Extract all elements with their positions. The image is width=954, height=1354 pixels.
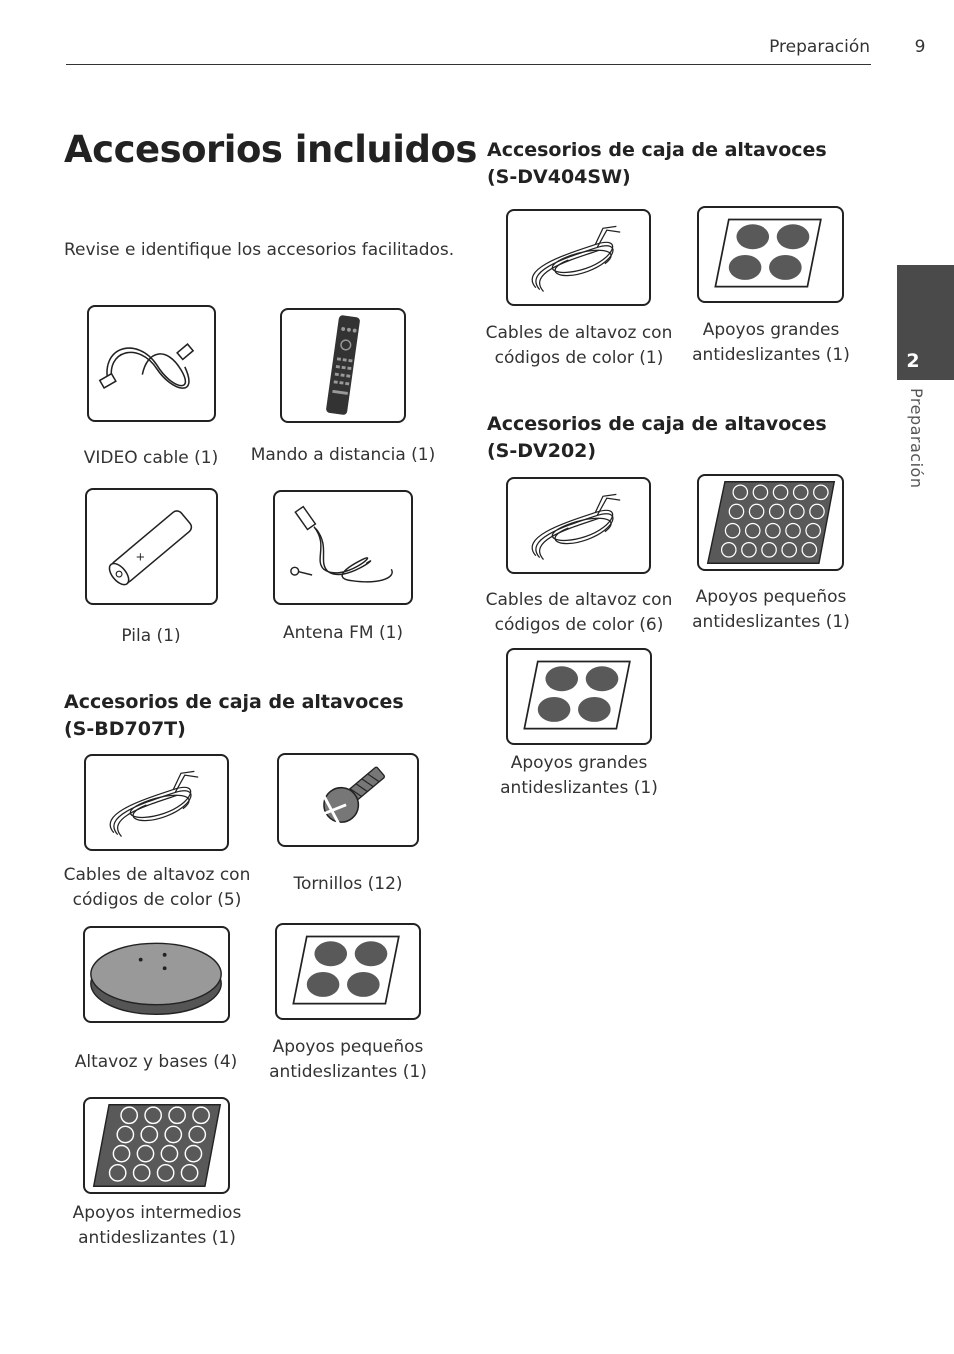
caption-line: antideslizantes (1)	[78, 1228, 236, 1248]
page-title: Accesorios incluidos	[64, 128, 477, 171]
caption-line: códigos de color (1)	[494, 348, 664, 368]
caption-line: Apoyos pequeños	[695, 587, 847, 607]
fm-antenna-image	[273, 490, 413, 605]
section-title-model: (S-DV202)	[487, 440, 597, 462]
caption-line: antideslizantes (1)	[692, 345, 850, 365]
battery-icon	[87, 490, 216, 603]
caption-line: antideslizantes (1)	[692, 612, 850, 632]
caption-line: Apoyos grandes	[510, 753, 648, 773]
video-cable-image	[87, 305, 216, 422]
chapter-label: Preparación	[907, 388, 926, 489]
section-title-model: (S-DV404SW)	[487, 166, 631, 188]
section-title-line: Accesorios de caja de altavoces	[487, 139, 827, 161]
caption-large-pads-dv202	[493, 751, 665, 801]
screw-image	[277, 753, 419, 847]
small-pads-image-bd707t	[275, 923, 421, 1020]
caption-speaker-cable-dv202	[484, 588, 674, 638]
caption-speaker-bases	[70, 1050, 242, 1075]
svg-text:+: +	[135, 549, 146, 564]
section-title-dv404sw	[487, 137, 827, 191]
caption-line: Cables de altavoz con	[63, 865, 251, 885]
running-head: Preparación	[769, 37, 870, 57]
speaker-cable-image-dv404sw	[506, 209, 651, 306]
video-cable-icon	[89, 307, 214, 420]
section-title-dv202	[487, 411, 827, 465]
large-pads-image-dv202	[506, 648, 652, 745]
speaker-base-image	[83, 926, 230, 1023]
caption-line: antideslizantes (1)	[500, 778, 658, 798]
caption-line: antideslizantes (1)	[269, 1062, 427, 1082]
caption-screws	[278, 872, 418, 897]
speaker-cable-image	[84, 754, 229, 851]
caption-line: Apoyos intermedios	[72, 1203, 242, 1223]
medium-pads-image	[83, 1097, 230, 1194]
intro-text: Revise e identifique los accesorios facilitados.	[64, 240, 455, 260]
caption-battery: Pila (1)	[121, 626, 181, 646]
section-title-line: Accesorios de caja de altavoces	[64, 691, 404, 713]
caption-line: Tornillos (12)	[293, 874, 403, 894]
speaker-cable-icon	[508, 211, 649, 304]
caption-line: Apoyos grandes	[702, 320, 840, 340]
caption-line: códigos de color (6)	[494, 615, 664, 635]
caption-line: Cables de altavoz con	[485, 323, 673, 343]
large-pads-icon	[508, 650, 650, 743]
fm-antenna-icon	[275, 492, 411, 603]
caption-fm-antenna: Antena FM (1)	[282, 623, 404, 643]
remote-control-image	[280, 308, 406, 423]
speaker-base-icon	[85, 928, 228, 1021]
caption-line: Apoyos pequeños	[272, 1037, 424, 1057]
caption-speaker-cable-bd707t	[62, 863, 252, 913]
caption-video-cable: VIDEO cable (1)	[83, 448, 219, 468]
battery-image	[85, 488, 218, 605]
caption-line: Cables de altavoz con	[485, 590, 673, 610]
speaker-cable-icon	[508, 479, 649, 572]
large-pads-icon	[277, 925, 419, 1018]
caption-speaker-cable-dv404sw	[484, 321, 674, 371]
large-pads-icon	[699, 208, 842, 301]
chapter-number: 2	[906, 350, 920, 372]
caption-large-pads-dv404sw	[685, 318, 857, 368]
page-number: 9	[914, 37, 926, 57]
section-title-model: (S-BD707T)	[64, 718, 186, 740]
screw-icon	[279, 755, 417, 845]
large-pads-image-dv404sw	[697, 206, 844, 303]
speaker-cable-icon	[86, 756, 227, 849]
caption-line: Altavoz y bases (4)	[74, 1052, 238, 1072]
section-title-bd707t	[64, 689, 404, 743]
small-pads-image-dv202	[697, 474, 844, 571]
caption-remote-control: Mando a distancia (1)	[250, 445, 436, 465]
caption-small-pads-bd707t	[262, 1035, 434, 1085]
header-rule	[66, 64, 871, 65]
speaker-cable-image-dv202	[506, 477, 651, 574]
remote-control-icon	[282, 310, 404, 421]
caption-small-pads-dv202	[685, 585, 857, 635]
caption-medium-pads	[64, 1201, 250, 1251]
small-pads-icon	[699, 476, 842, 569]
medium-pads-icon	[85, 1099, 228, 1192]
caption-line: códigos de color (5)	[72, 890, 242, 910]
section-title-line: Accesorios de caja de altavoces	[487, 413, 827, 435]
